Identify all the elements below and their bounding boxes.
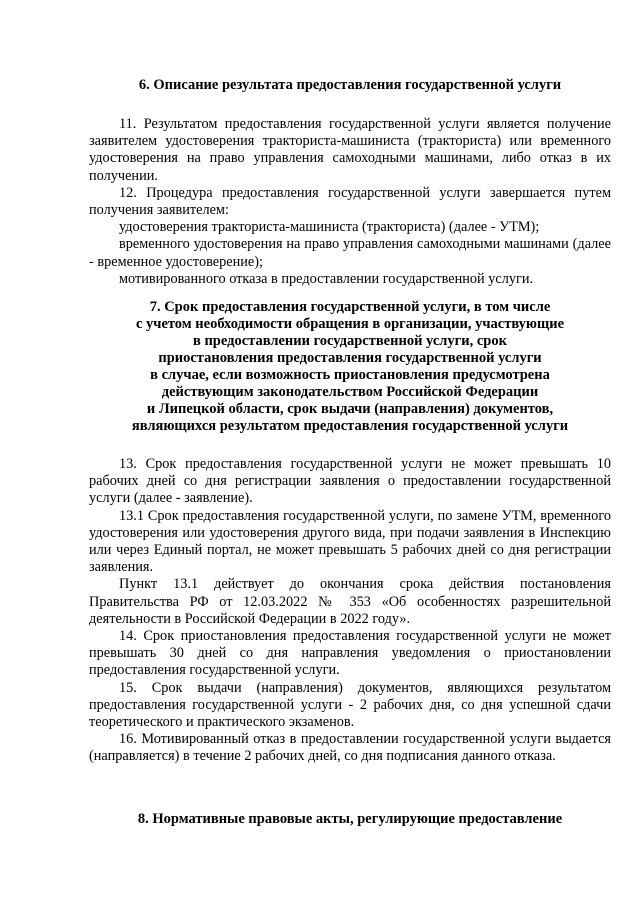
section-7-heading-line: приостановления предоставления государственной услуги bbox=[158, 350, 542, 367]
section-7-heading-line: в предоставлении государственной услуги, срок bbox=[193, 333, 507, 350]
paragraph-16: 16. Мотивированный отказ в предоставлении государственной услуги выдается (направляется) в течение 2 рабочих дней, со дня подписания данного отказа. bbox=[89, 731, 611, 765]
paragraph-13: 13. Срок предоставления государственной услуги не может превышать 10 рабочих дней со дня регистрации заявления о предоставлении государственной услуги (далее - заявление). bbox=[89, 456, 611, 507]
paragraph-13-1-note: Пункт 13.1 действует до окончания срока действия постановления Правительства РФ от 12.03.2022 № 353 «Об особенностях разрешительной деятельности в Российской Федерации в 2022 году». bbox=[89, 576, 611, 627]
paragraph-11: 11. Результатом предоставления государственной услуги является получение заявителем удостоверения тракториста-машиниста (тракториста) или временного удостоверения на право управления самоходными машинами, либо отказ в их получении. bbox=[89, 116, 611, 184]
paragraph-15: 15. Срок выдачи (направления) документов, являющихся результатом предоставления государственной услуги - 2 рабочих дня, со дня успешной сдачи теоретического и практического экзаменов. bbox=[89, 679, 611, 731]
section-7-heading-line: 7. Срок предоставления государственной услуги, в том числе bbox=[149, 299, 551, 316]
section-7-heading-line: действующим законодательством Российской Федерации bbox=[161, 384, 539, 401]
section-8-heading: 8. Нормативные правовые акты, регулирующие предоставление bbox=[137, 810, 563, 827]
section-7-heading bbox=[89, 299, 611, 435]
document-content bbox=[89, 77, 611, 828]
paragraph-14: 14. Срок приостановления предоставления государственной услуги не может превышать 30 дней со дня направления уведомления о приостановлении предоставления государственной услуги. bbox=[89, 628, 611, 679]
list-item-refusal: мотивированного отказа в предоставлении государственной услуги. bbox=[119, 270, 534, 287]
list-item-temporary-certificate: временного удостоверения на право управления самоходными машинами (далее - временное удостоверение); bbox=[89, 236, 611, 270]
list-item-utm: удостоверения тракториста-машиниста (тракториста) (далее - УТМ); bbox=[119, 219, 540, 236]
section-6-heading: 6. Описание результата предоставления государственной услуги bbox=[138, 77, 562, 93]
section-7-heading-line: являющихся результатом предоставления государственной услуги bbox=[131, 418, 569, 435]
paragraph-12: 12. Процедура предоставления государственной услуги завершается путем получения заявителем: bbox=[89, 184, 611, 219]
section-7-heading-line: и Липецкой области, срок выдачи (направления) документов, bbox=[146, 401, 554, 418]
section-7-heading-line: в случае, если возможность приостановления предусмотрена bbox=[150, 367, 550, 384]
section-7-heading-line: с учетом необходимости обращения в организации, участвующие bbox=[135, 316, 565, 333]
paragraph-13-1: 13.1 Срок предоставления государственной услуги, по замене УТМ, временного удостоверения или удостоверения другого вида, при подачи заявления в Инспекцию или через Единый портал, не может превышать 5 рабочих дней со дня регистрации заявления. bbox=[89, 507, 611, 576]
